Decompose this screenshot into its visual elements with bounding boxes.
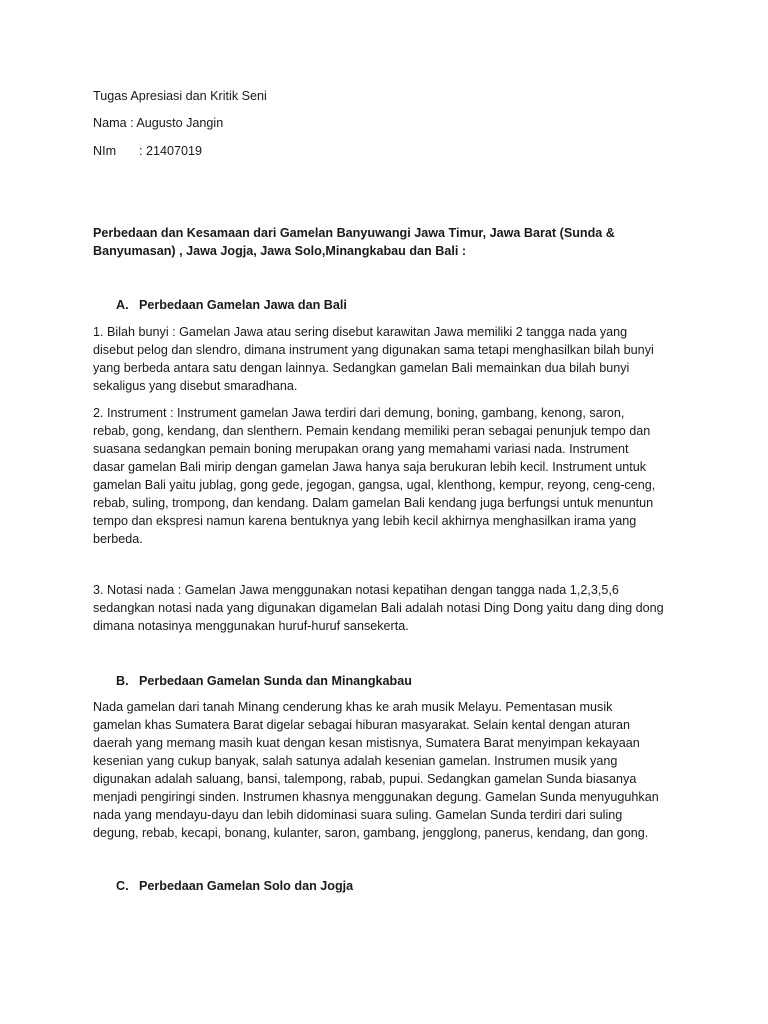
paragraph-line: sekaligus yang disebut smaradhana. — [93, 379, 298, 393]
section-a-title: Perbedaan Gamelan Jawa dan Bali — [139, 298, 347, 312]
section-a-paragraph-3 — [93, 581, 683, 635]
section-c-heading — [116, 877, 353, 895]
section-b-paragraph-1 — [93, 698, 683, 842]
paragraph-line: 3. Notasi nada : Gamelan Jawa menggunakan notasi kepatihan dengan tangga nada 1,2,3,5,6 — [93, 583, 619, 597]
paragraph-line: kesenian yang cukup banyak, salah satunya adalah kesenian gamelan. Instrumen musik yang — [93, 754, 618, 768]
assignment-title: Tugas Apresiasi dan Kritik Seni — [93, 89, 267, 103]
paragraph-line: gamelan khas Sumatera Barat digelar sebagai hiburan masyarakat. Selain kental dengan aturan — [93, 718, 630, 732]
section-b-heading — [116, 672, 412, 690]
section-a-paragraph-2 — [93, 404, 683, 548]
paragraph-line: nada yang mendayu-dayu dan lebih didominasi suara suling. Gamelan Sunda terdiri dari suling — [93, 808, 623, 822]
student-id-value: : 21407019 — [139, 144, 203, 158]
paragraph-line: berbeda. — [93, 532, 143, 546]
paragraph-line: gamelan Bali yaitu jublag, gong gede, jegogan, gangsa, ugal, klenthong, kempur, reyong, ceng-ceng, — [93, 478, 656, 492]
section-a-paragraph-1 — [93, 323, 683, 395]
paragraph-line: degung, rebab, kecapi, bonang, kulanter, saron, gambang, jengglong, panerus, kendang, dan gong. — [93, 826, 649, 840]
section-b-letter: B. — [116, 674, 129, 688]
main-heading-line-1: Perbedaan dan Kesamaan dari Gamelan Banyuwangi Jawa Timur, Jawa Barat (Sunda & — [93, 226, 615, 240]
section-c-letter: C. — [116, 879, 129, 893]
paragraph-line: sedangkan notasi nada yang digunakan digamelan Bali adalah notasi Ding Dong yaitu dang ding dong — [93, 601, 664, 615]
paragraph-line: 1. Bilah bunyi : Gamelan Jawa atau sering disebut karawitan Jawa memiliki 2 tangga nada yang — [93, 325, 628, 339]
student-id-label: NIm — [93, 144, 117, 158]
section-a-letter: A. — [116, 298, 129, 312]
section-b-title: Perbedaan Gamelan Sunda dan Minangkabau — [139, 674, 412, 688]
paragraph-line: rebab, suling, trompong, dan kendang. Dalam gamelan Bali kendang juga berfungsi untuk menuntun — [93, 496, 654, 510]
paragraph-line: suasana sedangkan pemain boning merupakan orang yang memahami variasi nada. Instrument — [93, 442, 629, 456]
paragraph-line: menjadi pengiringi sinden. Instrumen khasnya menggunakan degung. Gamelan Sunda menyuguhkan — [93, 790, 659, 804]
section-c-title: Perbedaan Gamelan Solo dan Jogja — [139, 879, 354, 893]
student-name: Nama : Augusto Jangin — [93, 116, 224, 130]
paragraph-line: Nada gamelan dari tanah Minang cenderung khas ke arah musik Melayu. Pementasan musik — [93, 700, 613, 714]
paragraph-line: daerah yang memang masih kuat dengan kesan mistisnya, Sumatera Barat menyimpan kekayaan — [93, 736, 640, 750]
paragraph-line: tempo dan ekspresi namun karena bentuknya yang lebih kecil akhirnya menghasilkan irama yang — [93, 514, 637, 528]
main-heading-line-2: Banyumasan) , Jawa Jogja, Jawa Solo,Minangkabau dan Bali : — [93, 244, 467, 258]
paragraph-line: 2. Instrument : Instrument gamelan Jawa terdiri dari demung, boning, gambang, kenong, saron, — [93, 406, 625, 420]
section-a-heading — [116, 296, 347, 314]
paragraph-line: yang berbeda antara satu dengan lainnya. Sedangkan gamelan Bali memainkan dua bilah bunyi — [93, 361, 630, 375]
paragraph-line: rebab, gong, kendang, dan slenthern. Pemain kendang memiliki peran sebagai penunjuk tempo dan — [93, 424, 651, 438]
paragraph-line: disebut pelog dan slendro, dimana instrument yang digunakan sama tetapi menghasilkan bilah bunyi — [93, 343, 654, 357]
paragraph-line: dimana notasinya menggunakan huruf-huruf sansekerta. — [93, 619, 409, 633]
paragraph-line: dasar gamelan Bali mirip dengan gamelan Jawa hanya saja berukuran lebih kecil. Instrument untuk — [93, 460, 647, 474]
student-id — [93, 142, 202, 160]
paragraph-line: digunakan adalah saluang, bansi, talempong, rabab, pupui. Sedangkan gamelan Sunda biasanya — [93, 772, 637, 786]
